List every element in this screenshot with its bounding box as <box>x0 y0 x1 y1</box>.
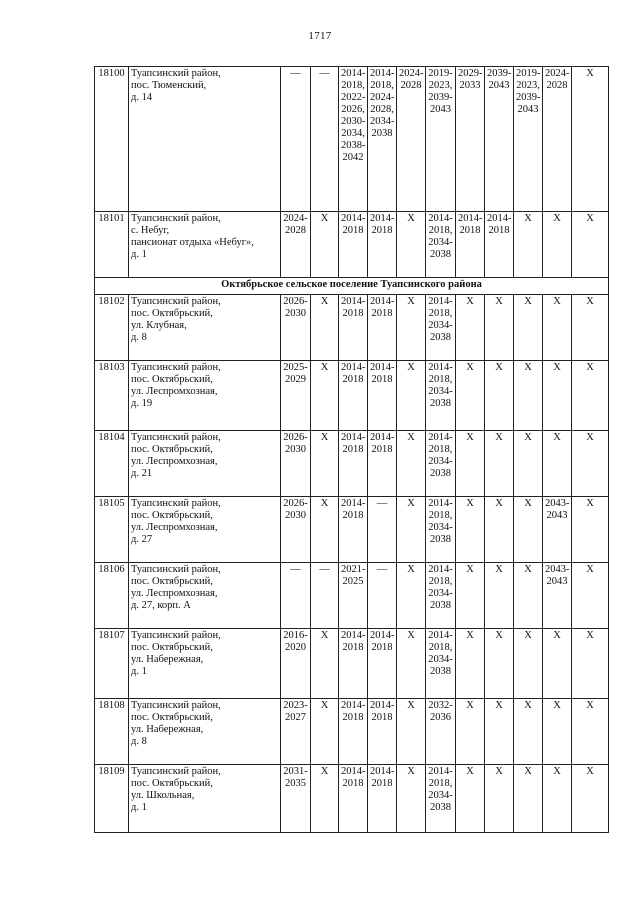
period-cell: 2014- 2018, 2034- 2038 <box>426 497 456 563</box>
address-cell: Туапсинский район, пос. Октябрьский, ул. Леспромхозная, д. 19 <box>129 361 281 431</box>
period-cell: 2014- 2018, 2034- 2038 <box>426 295 456 361</box>
period-cell: 2014- 2018 <box>339 699 368 765</box>
section-row <box>95 278 609 295</box>
period-cell: 2014- 2018 <box>368 431 397 497</box>
period-cell: 2014- 2018, 2034- 2038 <box>426 563 456 629</box>
period-cell: 2014- 2018 <box>368 699 397 765</box>
period-cell: X <box>543 212 572 278</box>
period-cell: X <box>572 699 609 765</box>
period-cell: 2023- 2027 <box>281 699 311 765</box>
register-table-body <box>95 67 609 833</box>
period-cell: 2014- 2018 <box>339 361 368 431</box>
period-cell: X <box>572 563 609 629</box>
period-cell: 2026- 2030 <box>281 431 311 497</box>
table-row <box>95 212 609 278</box>
period-cell: X <box>572 361 609 431</box>
period-cell: — <box>311 563 339 629</box>
period-cell: 2014- 2018 <box>339 765 368 833</box>
table-row <box>95 67 609 212</box>
table-row <box>95 765 609 833</box>
period-cell: X <box>572 629 609 699</box>
address-cell: Туапсинский район, пос. Октябрьский, ул. Леспромхозная, д. 27, корп. А <box>129 563 281 629</box>
period-cell: X <box>572 212 609 278</box>
period-cell: 2021- 2025 <box>339 563 368 629</box>
period-cell: X <box>456 361 485 431</box>
section-title: Октябрьское сельское поселение Туапсинского района <box>95 278 609 295</box>
table-row <box>95 295 609 361</box>
period-cell: X <box>572 295 609 361</box>
period-cell: X <box>543 431 572 497</box>
period-cell: X <box>397 295 426 361</box>
period-cell: X <box>514 431 543 497</box>
period-cell: X <box>514 295 543 361</box>
period-cell: X <box>397 497 426 563</box>
table-row <box>95 629 609 699</box>
address-cell: Туапсинский район, с. Небуг, пансионат отдыха «Небуг», д. 1 <box>129 212 281 278</box>
period-cell: X <box>514 563 543 629</box>
period-cell: X <box>485 629 514 699</box>
period-cell: X <box>485 497 514 563</box>
period-cell: — <box>311 67 339 212</box>
period-cell: 2014- 2018, 2034- 2038 <box>426 431 456 497</box>
period-cell: 2014- 2018 <box>485 212 514 278</box>
period-cell: 2031- 2035 <box>281 765 311 833</box>
period-cell: 2024- 2028 <box>397 67 426 212</box>
period-cell: 2014- 2018, 2034- 2038 <box>426 629 456 699</box>
period-cell: X <box>397 361 426 431</box>
period-cell: X <box>456 431 485 497</box>
period-cell: X <box>397 629 426 699</box>
period-cell: X <box>514 212 543 278</box>
row-number: 18109 <box>95 765 129 833</box>
period-cell: — <box>368 563 397 629</box>
period-cell: 2039- 2043 <box>485 67 514 212</box>
period-cell: 2043- 2043 <box>543 563 572 629</box>
period-cell: 2043- 2043 <box>543 497 572 563</box>
period-cell: 2014- 2018 <box>339 497 368 563</box>
period-cell: X <box>311 765 339 833</box>
period-cell: X <box>543 765 572 833</box>
period-cell: X <box>456 699 485 765</box>
row-number: 18101 <box>95 212 129 278</box>
row-number: 18100 <box>95 67 129 212</box>
period-cell: 2014- 2018 <box>368 361 397 431</box>
period-cell: X <box>572 67 609 212</box>
period-cell: X <box>397 563 426 629</box>
period-cell: X <box>456 295 485 361</box>
period-cell: 2019- 2023, 2039- 2043 <box>426 67 456 212</box>
period-cell: — <box>281 67 311 212</box>
period-cell: 2014- 2018, 2024- 2028, 2034- 2038 <box>368 67 397 212</box>
period-cell: 2014- 2018 <box>368 629 397 699</box>
period-cell: X <box>543 699 572 765</box>
address-cell: Туапсинский район, пос. Тюменский, д. 14 <box>129 67 281 212</box>
period-cell: X <box>456 497 485 563</box>
period-cell: X <box>311 212 339 278</box>
period-cell: 2024- 2028 <box>543 67 572 212</box>
period-cell: 2014- 2018 <box>368 765 397 833</box>
period-cell: X <box>456 563 485 629</box>
period-cell: X <box>572 765 609 833</box>
table-row <box>95 431 609 497</box>
period-cell: 2014- 2018 <box>339 629 368 699</box>
period-cell: 2025- 2029 <box>281 361 311 431</box>
period-cell: X <box>311 629 339 699</box>
register-table <box>94 66 609 833</box>
period-cell: 2014- 2018 <box>339 212 368 278</box>
period-cell: X <box>543 629 572 699</box>
period-cell: 2032- 2036 <box>426 699 456 765</box>
period-cell: X <box>311 497 339 563</box>
period-cell: X <box>514 765 543 833</box>
period-cell: X <box>543 295 572 361</box>
period-cell: X <box>397 431 426 497</box>
period-cell: X <box>485 431 514 497</box>
row-number: 18102 <box>95 295 129 361</box>
period-cell: 2014- 2018, 2034- 2038 <box>426 765 456 833</box>
period-cell: 2029- 2033 <box>456 67 485 212</box>
period-cell: 2014- 2018 <box>339 431 368 497</box>
period-cell: 2014- 2018, 2034- 2038 <box>426 212 456 278</box>
period-cell: X <box>485 295 514 361</box>
period-cell: 2014- 2018, 2022- 2026, 2030- 2034, 2038- 2042 <box>339 67 368 212</box>
period-cell: X <box>485 563 514 629</box>
period-cell: X <box>397 765 426 833</box>
address-cell: Туапсинский район, пос. Октябрьский, ул. Школьная, д. 1 <box>129 765 281 833</box>
period-cell: X <box>397 699 426 765</box>
period-cell: X <box>485 699 514 765</box>
period-cell: X <box>456 765 485 833</box>
period-cell: X <box>572 497 609 563</box>
period-cell: X <box>311 295 339 361</box>
period-cell: X <box>485 361 514 431</box>
row-number: 18103 <box>95 361 129 431</box>
period-cell: X <box>514 361 543 431</box>
row-number: 18108 <box>95 699 129 765</box>
period-cell: 2014- 2018 <box>456 212 485 278</box>
period-cell: 2014- 2018, 2034- 2038 <box>426 361 456 431</box>
period-cell: X <box>311 361 339 431</box>
row-number: 18105 <box>95 497 129 563</box>
row-number: 18104 <box>95 431 129 497</box>
table-row <box>95 497 609 563</box>
period-cell: X <box>311 699 339 765</box>
period-cell: X <box>543 361 572 431</box>
period-cell: 2014- 2018 <box>339 295 368 361</box>
address-cell: Туапсинский район, пос. Октябрьский, ул. Леспромхозная, д. 21 <box>129 431 281 497</box>
period-cell: — <box>281 563 311 629</box>
row-number: 18107 <box>95 629 129 699</box>
period-cell: 2014- 2018 <box>368 295 397 361</box>
period-cell: X <box>572 431 609 497</box>
table-row <box>95 361 609 431</box>
period-cell: 2019- 2023, 2039- 2043 <box>514 67 543 212</box>
table-row <box>95 699 609 765</box>
row-number: 18106 <box>95 563 129 629</box>
address-cell: Туапсинский район, пос. Октябрьский, ул. Набережная, д. 8 <box>129 699 281 765</box>
period-cell: 2026- 2030 <box>281 295 311 361</box>
period-cell: 2014- 2018 <box>368 212 397 278</box>
period-cell: 2016- 2020 <box>281 629 311 699</box>
period-cell: — <box>368 497 397 563</box>
period-cell: X <box>514 629 543 699</box>
period-cell: X <box>397 212 426 278</box>
address-cell: Туапсинский район, пос. Октябрьский, ул. Леспромхозная, д. 27 <box>129 497 281 563</box>
page-number: 1717 <box>308 30 332 42</box>
period-cell: X <box>311 431 339 497</box>
address-cell: Туапсинский район, пос. Октябрьский, ул. Клубная, д. 8 <box>129 295 281 361</box>
period-cell: 2026- 2030 <box>281 497 311 563</box>
table-row <box>95 563 609 629</box>
period-cell: X <box>485 765 514 833</box>
period-cell: 2024- 2028 <box>281 212 311 278</box>
address-cell: Туапсинский район, пос. Октябрьский, ул. Набережная, д. 1 <box>129 629 281 699</box>
period-cell: X <box>456 629 485 699</box>
period-cell: X <box>514 497 543 563</box>
period-cell: X <box>514 699 543 765</box>
